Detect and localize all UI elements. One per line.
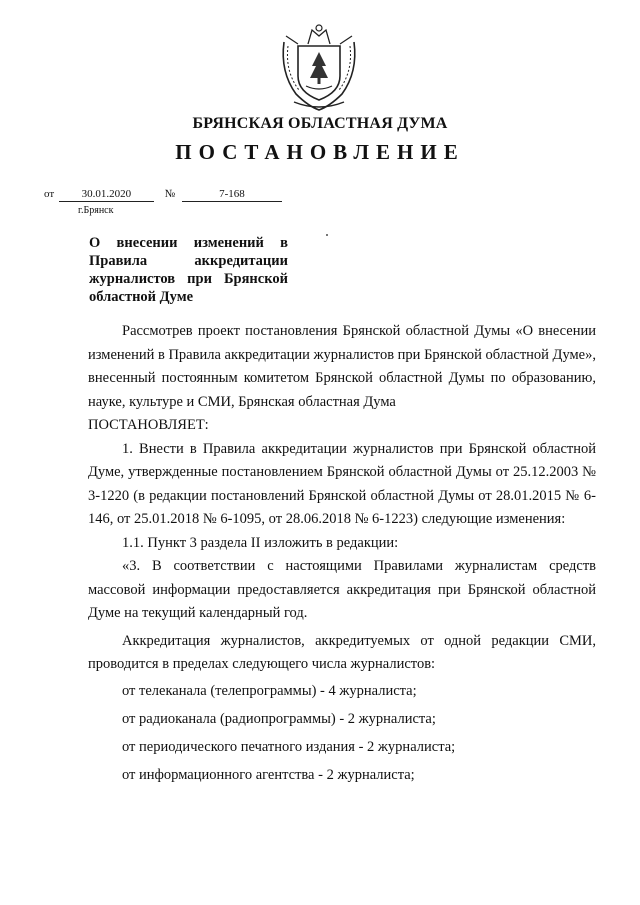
subject-line: О внесении изменений в [89, 235, 288, 251]
list-item: от информационного агентства - 2 журналиста; [122, 766, 415, 783]
subject-line: областной Думе [89, 289, 194, 305]
city: г.Брянск [78, 205, 114, 216]
document-number: 7-168 [182, 188, 282, 202]
list-item: от телеканала (телепрограммы) - 4 журналиста; [122, 682, 417, 699]
registration-line [44, 188, 282, 202]
resolves-heading: ПОСТАНОВЛЯЕТ: [88, 417, 209, 433]
list-item: от периодического печатного издания - 2 журналиста; [122, 738, 456, 755]
quoted-paragraph: «3. В соответствии с настоящими Правилами журналистам средств массовой информации предоставляется аккредитация при Брянской областной Думе на текущий календарный год. [88, 558, 596, 621]
intro-paragraph: Рассмотрев проект постановления Брянской областной Думы «О внесении изменений в Правила аккредитации журналистов при Брянской областной Думе», внесенный постоянным комитетом Брянской областной Думы по образованию, науке, культуре и СМИ, Брянская областная Дума [88, 323, 596, 410]
organization-name: БРЯНСКАЯ ОБЛАСТНАЯ ДУМА [192, 115, 448, 132]
date-label: от [44, 188, 55, 200]
document-date: 30.01.2020 [59, 188, 154, 202]
item-1-paragraph: 1. Внести в Правила аккредитации журналистов при Брянской областной Думе, утвержденные постановлением Брянской областной Думы от 25.12.2003 № 3-1220 (в редакции постановлений Брянской областной Думы от 28.01.2015 № 6-146, от 25.01.2018 № 6-1095, от 28.06.2018 № 6-1223) следующие изменения: [88, 440, 596, 527]
subject-line: Правила аккредитации [89, 253, 288, 269]
accreditation-paragraph: Аккредитация журналистов, аккредитуемых от одной редакции СМИ, проводится в пределах следующего числа журналистов: [88, 632, 596, 672]
scan-speck [326, 234, 328, 236]
document-subject [89, 234, 288, 306]
subject-line: журналистов при Брянской [89, 271, 288, 287]
document-body [88, 320, 596, 789]
coat-of-arms-icon [276, 22, 362, 112]
number-label: № [164, 188, 176, 200]
item-1-1-paragraph: 1.1. Пункт 3 раздела II изложить в редакции: [122, 534, 399, 551]
list-item: от радиоканала (радиопрограммы) - 2 журналиста; [122, 710, 436, 727]
document-title: ПОСТАНОВЛЕНИЕ [175, 140, 465, 164]
